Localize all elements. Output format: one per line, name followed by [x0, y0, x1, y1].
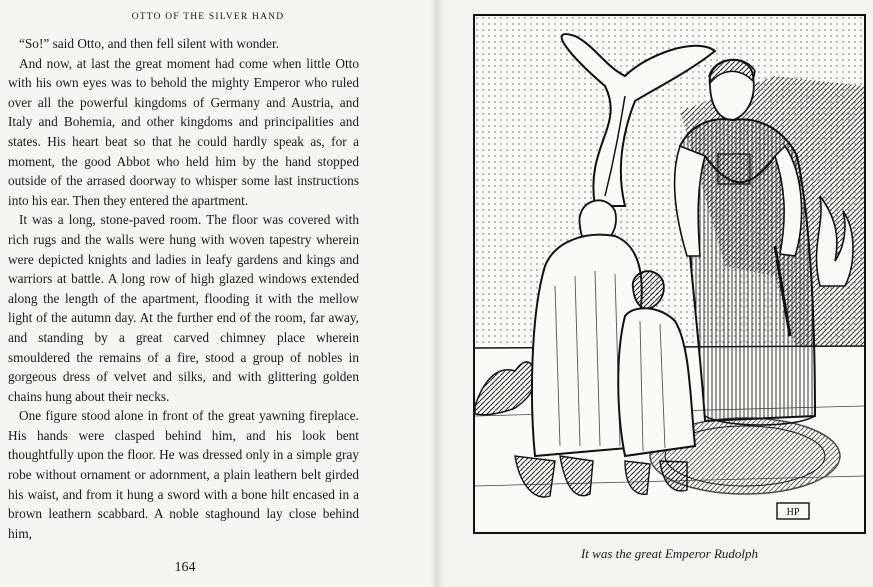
paragraph: And now, at last the great moment had come when little Otto with his own eyes was to behold the mighty Emperor who ruled over all the powerful kingdoms of Germany and Austria, and Italy and Bohemia, and other kingdoms and principalities and states. His heart beat so that he could hardly speak as, for a moment, the good Abbot who held him by the hand stopped outside of the arrased doorway to whisper some last instructions into his ear. Then they entered the apartment. — [8, 55, 359, 208]
paragraph: It was a long, stone-paved room. The floor was covered with rich rugs and the walls were hung with woven tapestry wherein were depicted knights and ladies in leafy gardens and kings and warriors at battle. A long row of high glazed windows extended along the length of the apartment, flooding it with the mellow light of the autumn day. At the further end of the room, far away, and standing by a great carved chimney place wherein smouldered the remains of a fire, stood a group of nobles in gorgeous dress of velvet and silks, and with glittering golden chains hung about their necks. — [8, 212, 359, 404]
page-number: 164 — [174, 560, 196, 575]
artist-monogram-text: HP — [786, 507, 800, 518]
paragraph: One figure stood alone in front of the great yawning fireplace. His hands were clasped behind him, and his look bent thoughtfully upon the floor. He was dressed only in a simple gray robe without ornament or adornment, a plain leathern belt girded his waist, and from it hung a sword with a bone hilt encased in a brown leathern scabbard. A noble staghound lay close behind him, — [8, 408, 359, 541]
illustration-caption: It was the great Emperor Rudolph — [580, 546, 759, 561]
body-text — [8, 34, 359, 543]
paragraph: “So!” said Otto, and then fell silent with wonder. — [19, 36, 279, 51]
illustration-plate — [473, 14, 866, 534]
running-head: OTTO OF THE SILVER HAND — [131, 12, 285, 22]
book-gutter — [430, 0, 444, 587]
illustration — [475, 16, 864, 532]
